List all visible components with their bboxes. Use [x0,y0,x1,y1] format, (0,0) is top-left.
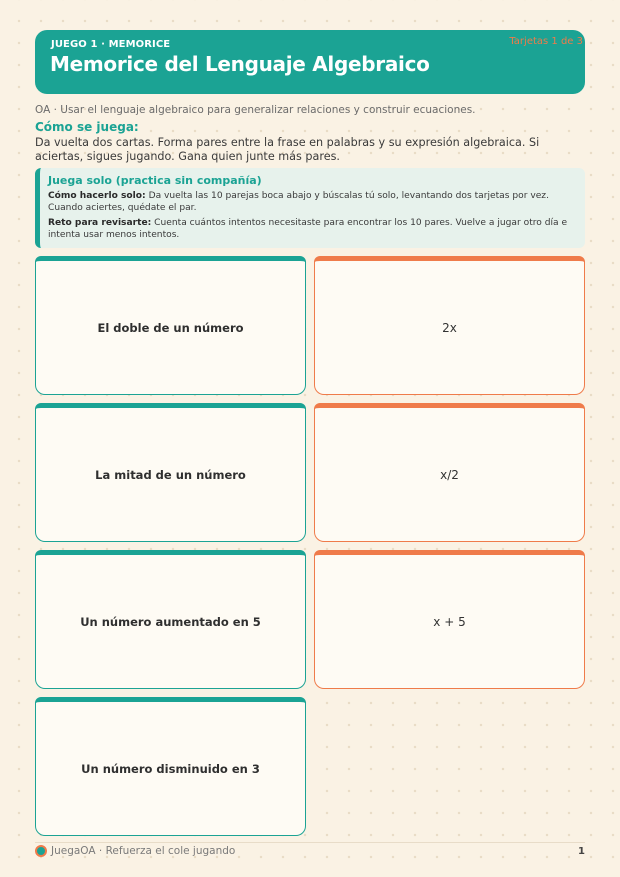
expression-card[interactable] [314,550,585,689]
how-to-play-text: Da vuelta dos cartas. Forma pares entre la frase en palabras y su expresión algebraica. Si aciertas, sigues jugando. Gana quien junte más pares. [35,136,540,163]
expression-card-text: x/2 [440,467,459,482]
expression-card[interactable] [314,403,585,542]
expression-card-text: x + 5 [433,614,466,629]
page-header [35,30,585,94]
page-number: 1 [578,845,585,857]
phrase-card[interactable] [35,256,306,395]
solo-challenge-paragraph [48,217,575,241]
phrase-card[interactable] [35,550,306,689]
card-page-info: Tarjetas 1 de 3 [509,36,583,47]
page-title: Memorice del Lenguaje Algebraico [50,52,430,76]
game-kicker: JUEGO 1 · MEMORICE [51,39,171,50]
expression-card[interactable] [314,256,585,395]
expression-card-text: 2x [442,320,457,335]
solo-play-box [35,168,585,248]
how-to-play-heading: Cómo se juega: [35,120,139,134]
solo-how-label: Cómo hacerlo solo: [48,191,146,201]
phrase-card[interactable] [35,403,306,542]
learning-objective: OA · Usar el lenguaje algebraico para generalizar relaciones y construir ecuaciones. [35,104,476,116]
phrase-card-text: Un número disminuido en 3 [81,761,260,776]
footer-brand: JuegaOA · Refuerza el cole jugando [51,845,236,857]
phrase-card-text: La mitad de un número [95,467,246,482]
solo-challenge-text: Cuenta cuántos intentos necesitaste para encontrar los 10 pares. Vuelve a jugar otro día e intenta usar menos intentos. [48,218,568,240]
solo-play-title: Juega solo (practica sin compañía) [48,174,262,187]
phrase-card-text: El doble de un número [97,320,244,335]
solo-how-text: Da vuelta las 10 parejas boca abajo y búscalas tú solo, levantando dos tarjetas por vez. Cuando aciertes, quédate el par. [48,191,549,213]
solo-challenge-label: Reto para revisarte: [48,218,152,228]
juegaoa-logo-icon [35,845,47,857]
page-footer [35,843,585,859]
solo-how-paragraph [48,190,575,214]
phrase-card-text: Un número aumentado en 5 [80,614,261,629]
phrase-card[interactable] [35,697,306,836]
